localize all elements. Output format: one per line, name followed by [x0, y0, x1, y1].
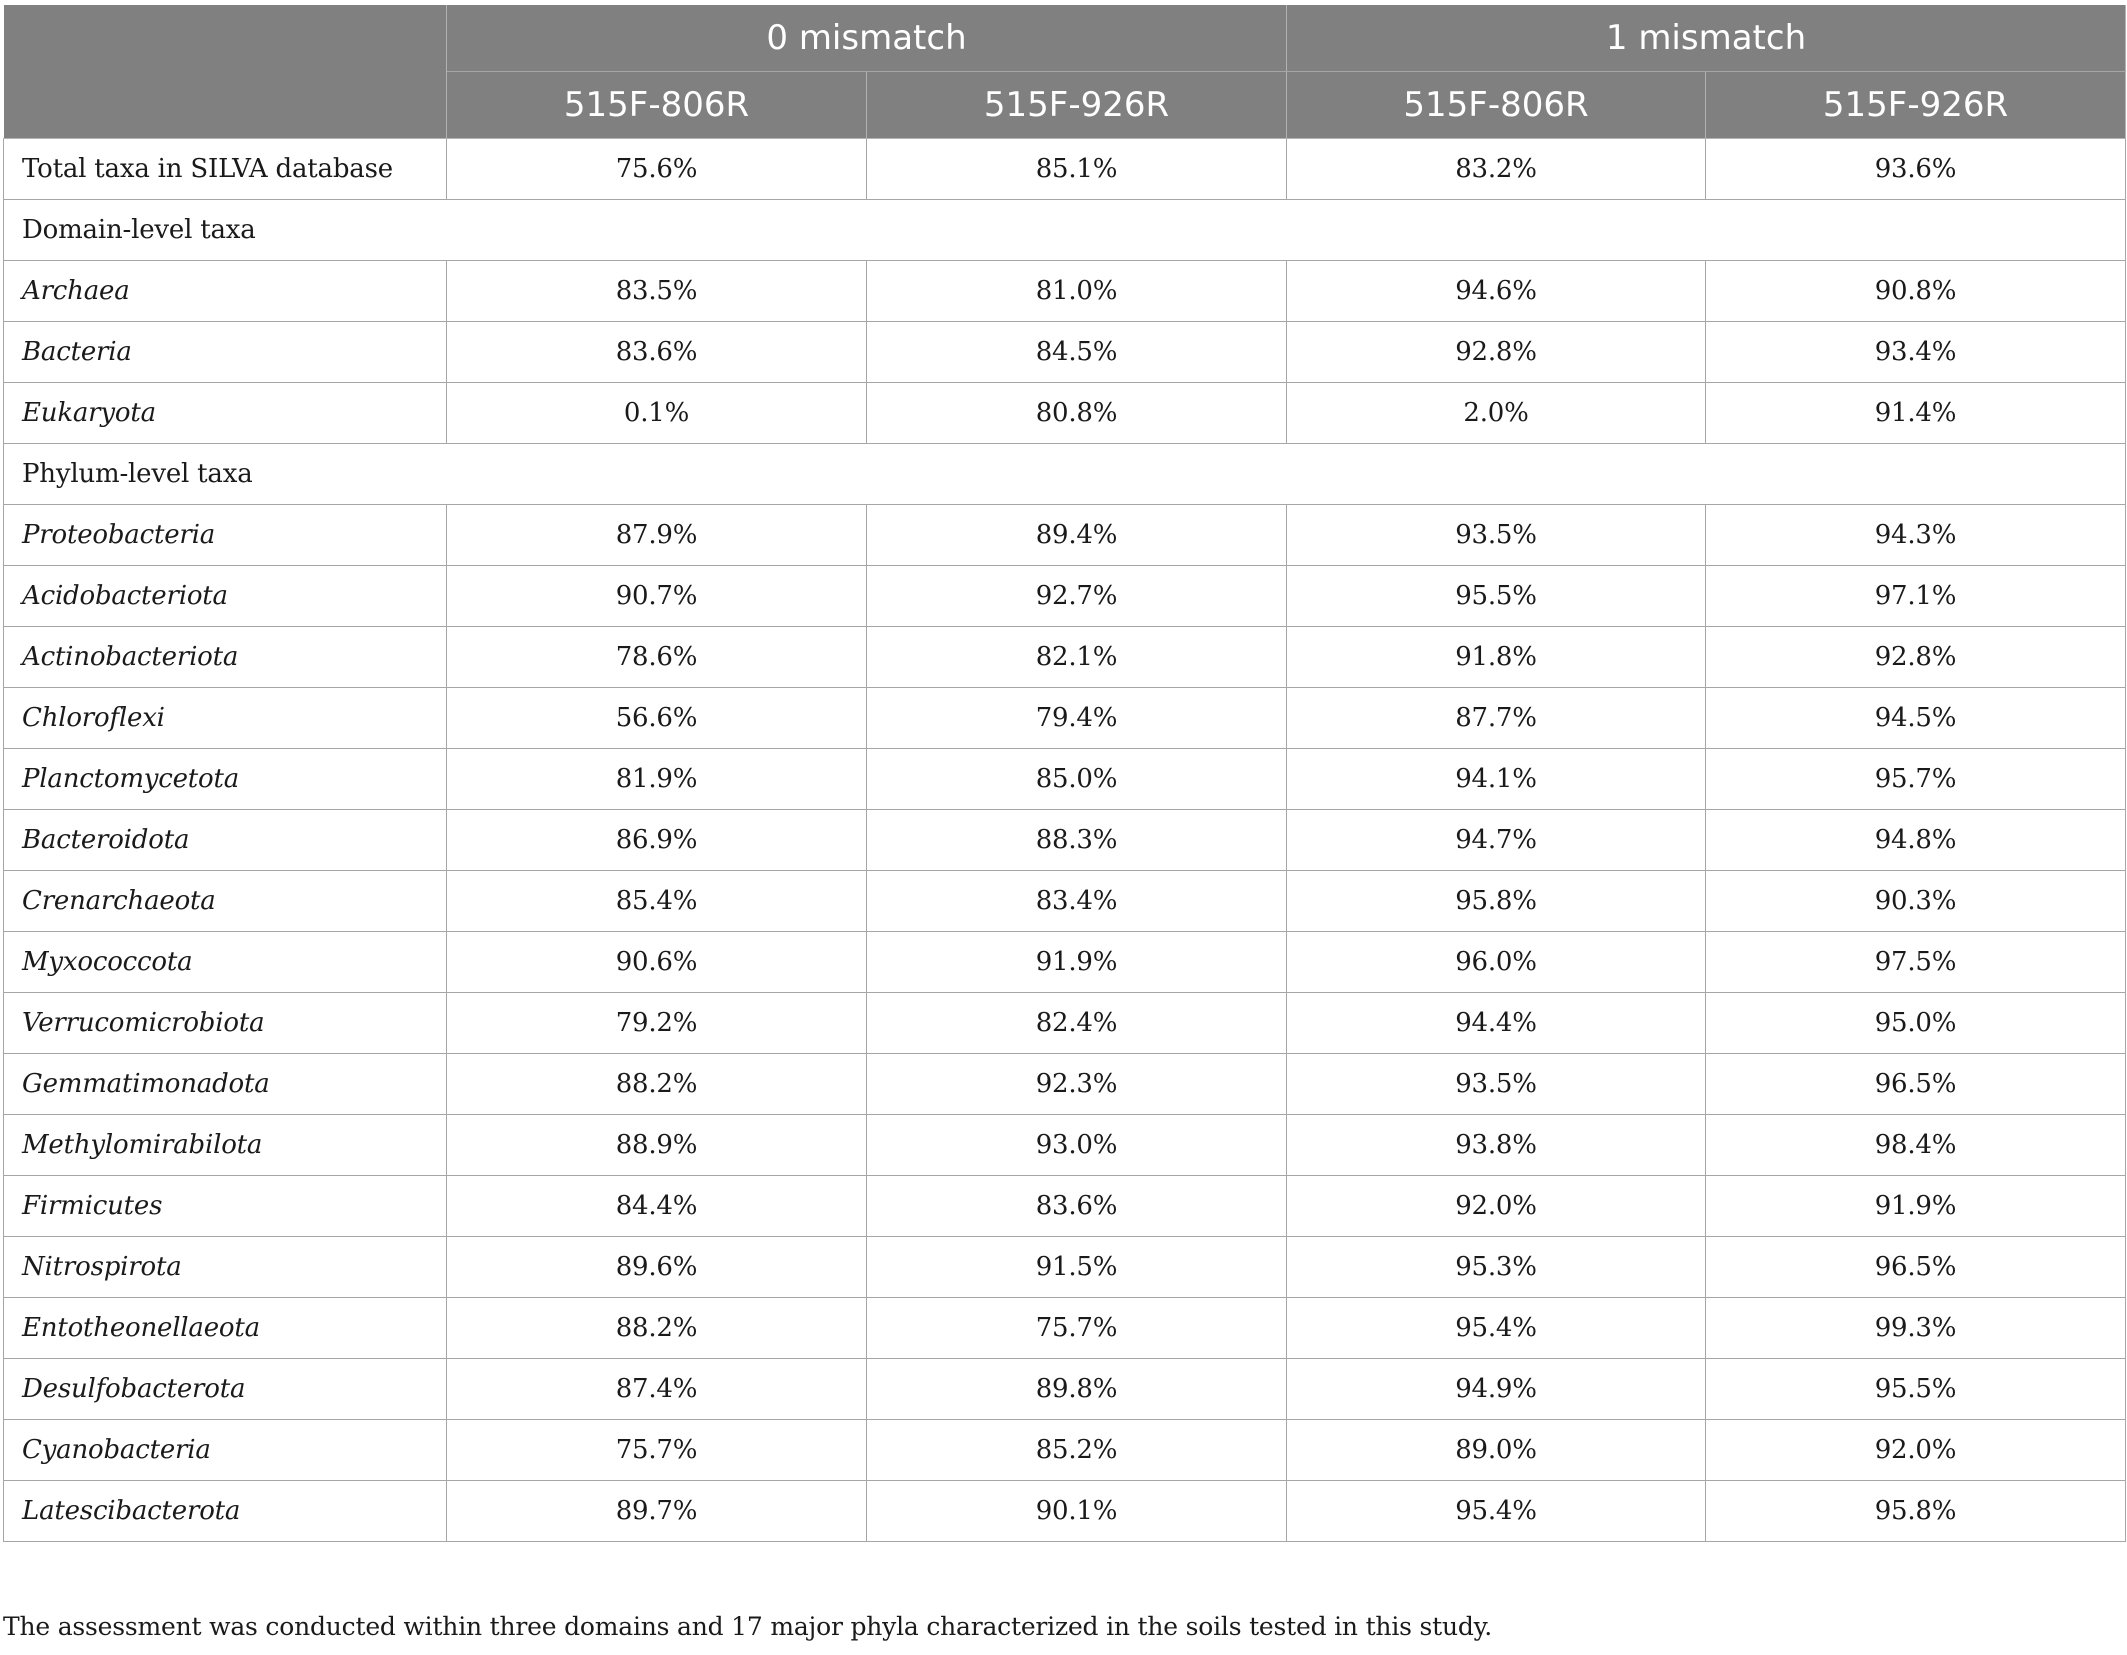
value-cell: 88.2% — [447, 1298, 867, 1359]
value-cell: 94.5% — [1706, 688, 2126, 749]
value-cell: 95.5% — [1287, 566, 1706, 627]
value-cell: 97.5% — [1706, 932, 2126, 993]
value-cell: 85.1% — [867, 139, 1287, 200]
value-cell: 95.4% — [1287, 1298, 1706, 1359]
value-cell: 75.7% — [867, 1298, 1287, 1359]
value-cell: 88.2% — [447, 1054, 867, 1115]
value-cell: 82.4% — [867, 993, 1287, 1054]
row-label: Proteobacteria — [4, 505, 447, 566]
value-cell: 94.1% — [1287, 749, 1706, 810]
value-cell: 97.1% — [1706, 566, 2126, 627]
header-primer-pair: 515F-806R — [447, 72, 867, 139]
value-cell: 83.6% — [867, 1176, 1287, 1237]
value-cell: 90.1% — [867, 1481, 1287, 1542]
header-primer-pair: 515F-926R — [1706, 72, 2126, 139]
table-row — [4, 627, 2126, 688]
value-cell: 91.9% — [1706, 1176, 2126, 1237]
value-cell: 94.4% — [1287, 993, 1706, 1054]
value-cell: 81.9% — [447, 749, 867, 810]
value-cell: 90.8% — [1706, 261, 2126, 322]
value-cell: 92.3% — [867, 1054, 1287, 1115]
value-cell: 89.0% — [1287, 1420, 1706, 1481]
value-cell: 85.0% — [867, 749, 1287, 810]
value-cell: 96.5% — [1706, 1237, 2126, 1298]
row-label: Cyanobacteria — [4, 1420, 447, 1481]
row-label: Bacteroidota — [4, 810, 447, 871]
row-label: Latescibacterota — [4, 1481, 447, 1542]
value-cell: 91.5% — [867, 1237, 1287, 1298]
value-cell: 89.4% — [867, 505, 1287, 566]
table-body — [4, 139, 2126, 1542]
value-cell: 81.0% — [867, 261, 1287, 322]
value-cell: 91.4% — [1706, 383, 2126, 444]
value-cell: 75.7% — [447, 1420, 867, 1481]
value-cell: 82.1% — [867, 627, 1287, 688]
row-label: Crenarchaeota — [4, 871, 447, 932]
table-row — [4, 139, 2126, 200]
value-cell: 94.8% — [1706, 810, 2126, 871]
value-cell: 90.7% — [447, 566, 867, 627]
table-row — [4, 1237, 2126, 1298]
value-cell: 89.8% — [867, 1359, 1287, 1420]
primer-coverage-table — [3, 5, 2126, 1542]
row-label: Planctomycetota — [4, 749, 447, 810]
value-cell: 89.6% — [447, 1237, 867, 1298]
row-label: Total taxa in SILVA database — [4, 139, 447, 200]
value-cell: 90.6% — [447, 932, 867, 993]
row-label: Nitrospirota — [4, 1237, 447, 1298]
table-header — [4, 5, 2126, 139]
value-cell: 90.3% — [1706, 871, 2126, 932]
value-cell: 96.0% — [1287, 932, 1706, 993]
table-row — [4, 1298, 2126, 1359]
value-cell: 92.8% — [1706, 627, 2126, 688]
value-cell: 95.8% — [1706, 1481, 2126, 1542]
row-label: Entotheonellaeota — [4, 1298, 447, 1359]
value-cell: 87.9% — [447, 505, 867, 566]
value-cell: 83.5% — [447, 261, 867, 322]
table-row — [4, 505, 2126, 566]
value-cell: 0.1% — [447, 383, 867, 444]
value-cell: 2.0% — [1287, 383, 1706, 444]
value-cell: 88.3% — [867, 810, 1287, 871]
value-cell: 85.2% — [867, 1420, 1287, 1481]
value-cell: 91.8% — [1287, 627, 1706, 688]
value-cell: 87.7% — [1287, 688, 1706, 749]
value-cell: 92.7% — [867, 566, 1287, 627]
value-cell: 94.7% — [1287, 810, 1706, 871]
value-cell: 95.7% — [1706, 749, 2126, 810]
value-cell: 85.4% — [447, 871, 867, 932]
header-group-0-mismatch: 0 mismatch — [447, 5, 1287, 72]
table-row — [4, 871, 2126, 932]
value-cell: 93.8% — [1287, 1115, 1706, 1176]
value-cell: 91.9% — [867, 932, 1287, 993]
row-label: Gemmatimonadota — [4, 1054, 447, 1115]
table-row — [4, 932, 2126, 993]
value-cell: 93.5% — [1287, 505, 1706, 566]
header-primer-pair: 515F-806R — [1287, 72, 1706, 139]
table-footnote: The assessment was conducted within three domains and 17 major phyla characterized in the soils tested in this study. — [3, 1612, 1493, 1641]
value-cell: 96.5% — [1706, 1054, 2126, 1115]
value-cell: 84.5% — [867, 322, 1287, 383]
value-cell: 94.9% — [1287, 1359, 1706, 1420]
table-row — [4, 383, 2126, 444]
value-cell: 83.6% — [447, 322, 867, 383]
table-row — [4, 1420, 2126, 1481]
value-cell: 93.6% — [1706, 139, 2126, 200]
header-primer-pair: 515F-926R — [867, 72, 1287, 139]
value-cell: 56.6% — [447, 688, 867, 749]
table-row — [4, 993, 2126, 1054]
table-row — [4, 749, 2126, 810]
value-cell: 88.9% — [447, 1115, 867, 1176]
row-label: Chloroflexi — [4, 688, 447, 749]
value-cell: 92.0% — [1287, 1176, 1706, 1237]
value-cell: 79.2% — [447, 993, 867, 1054]
row-label: Methylomirabilota — [4, 1115, 447, 1176]
header-group-1-mismatch: 1 mismatch — [1287, 5, 2126, 72]
value-cell: 94.3% — [1706, 505, 2126, 566]
row-label: Myxococcota — [4, 932, 447, 993]
value-cell: 75.6% — [447, 139, 867, 200]
value-cell: 95.0% — [1706, 993, 2126, 1054]
value-cell: 80.8% — [867, 383, 1287, 444]
table-row — [4, 1176, 2126, 1237]
value-cell: 78.6% — [447, 627, 867, 688]
value-cell: 95.5% — [1706, 1359, 2126, 1420]
row-label: Firmicutes — [4, 1176, 447, 1237]
value-cell: 84.4% — [447, 1176, 867, 1237]
table-row — [4, 261, 2126, 322]
header-row-groups — [4, 5, 2126, 72]
table-row — [4, 1054, 2126, 1115]
value-cell: 99.3% — [1706, 1298, 2126, 1359]
table-row — [4, 1115, 2126, 1176]
table-row — [4, 1481, 2126, 1542]
row-label: Eukaryota — [4, 383, 447, 444]
value-cell: 83.2% — [1287, 139, 1706, 200]
value-cell: 98.4% — [1706, 1115, 2126, 1176]
value-cell: 94.6% — [1287, 261, 1706, 322]
section-row — [4, 444, 2126, 505]
row-label: Archaea — [4, 261, 447, 322]
table-row — [4, 688, 2126, 749]
value-cell: 95.4% — [1287, 1481, 1706, 1542]
row-label: Verrucomicrobiota — [4, 993, 447, 1054]
section-label: Phylum-level taxa — [4, 444, 2126, 505]
row-label: Desulfobacterota — [4, 1359, 447, 1420]
table-row — [4, 322, 2126, 383]
value-cell: 93.0% — [867, 1115, 1287, 1176]
value-cell: 89.7% — [447, 1481, 867, 1542]
value-cell: 93.4% — [1706, 322, 2126, 383]
coverage-table-container — [3, 5, 2125, 1542]
section-label: Domain-level taxa — [4, 200, 2126, 261]
row-label: Actinobacteriota — [4, 627, 447, 688]
value-cell: 83.4% — [867, 871, 1287, 932]
value-cell: 87.4% — [447, 1359, 867, 1420]
section-row — [4, 200, 2126, 261]
value-cell: 86.9% — [447, 810, 867, 871]
value-cell: 79.4% — [867, 688, 1287, 749]
row-label: Bacteria — [4, 322, 447, 383]
row-label: Acidobacteriota — [4, 566, 447, 627]
value-cell: 95.8% — [1287, 871, 1706, 932]
value-cell: 92.0% — [1706, 1420, 2126, 1481]
table-row — [4, 1359, 2126, 1420]
table-row — [4, 566, 2126, 627]
value-cell: 93.5% — [1287, 1054, 1706, 1115]
header-empty-cell — [4, 5, 447, 139]
table-row — [4, 810, 2126, 871]
value-cell: 95.3% — [1287, 1237, 1706, 1298]
value-cell: 92.8% — [1287, 322, 1706, 383]
